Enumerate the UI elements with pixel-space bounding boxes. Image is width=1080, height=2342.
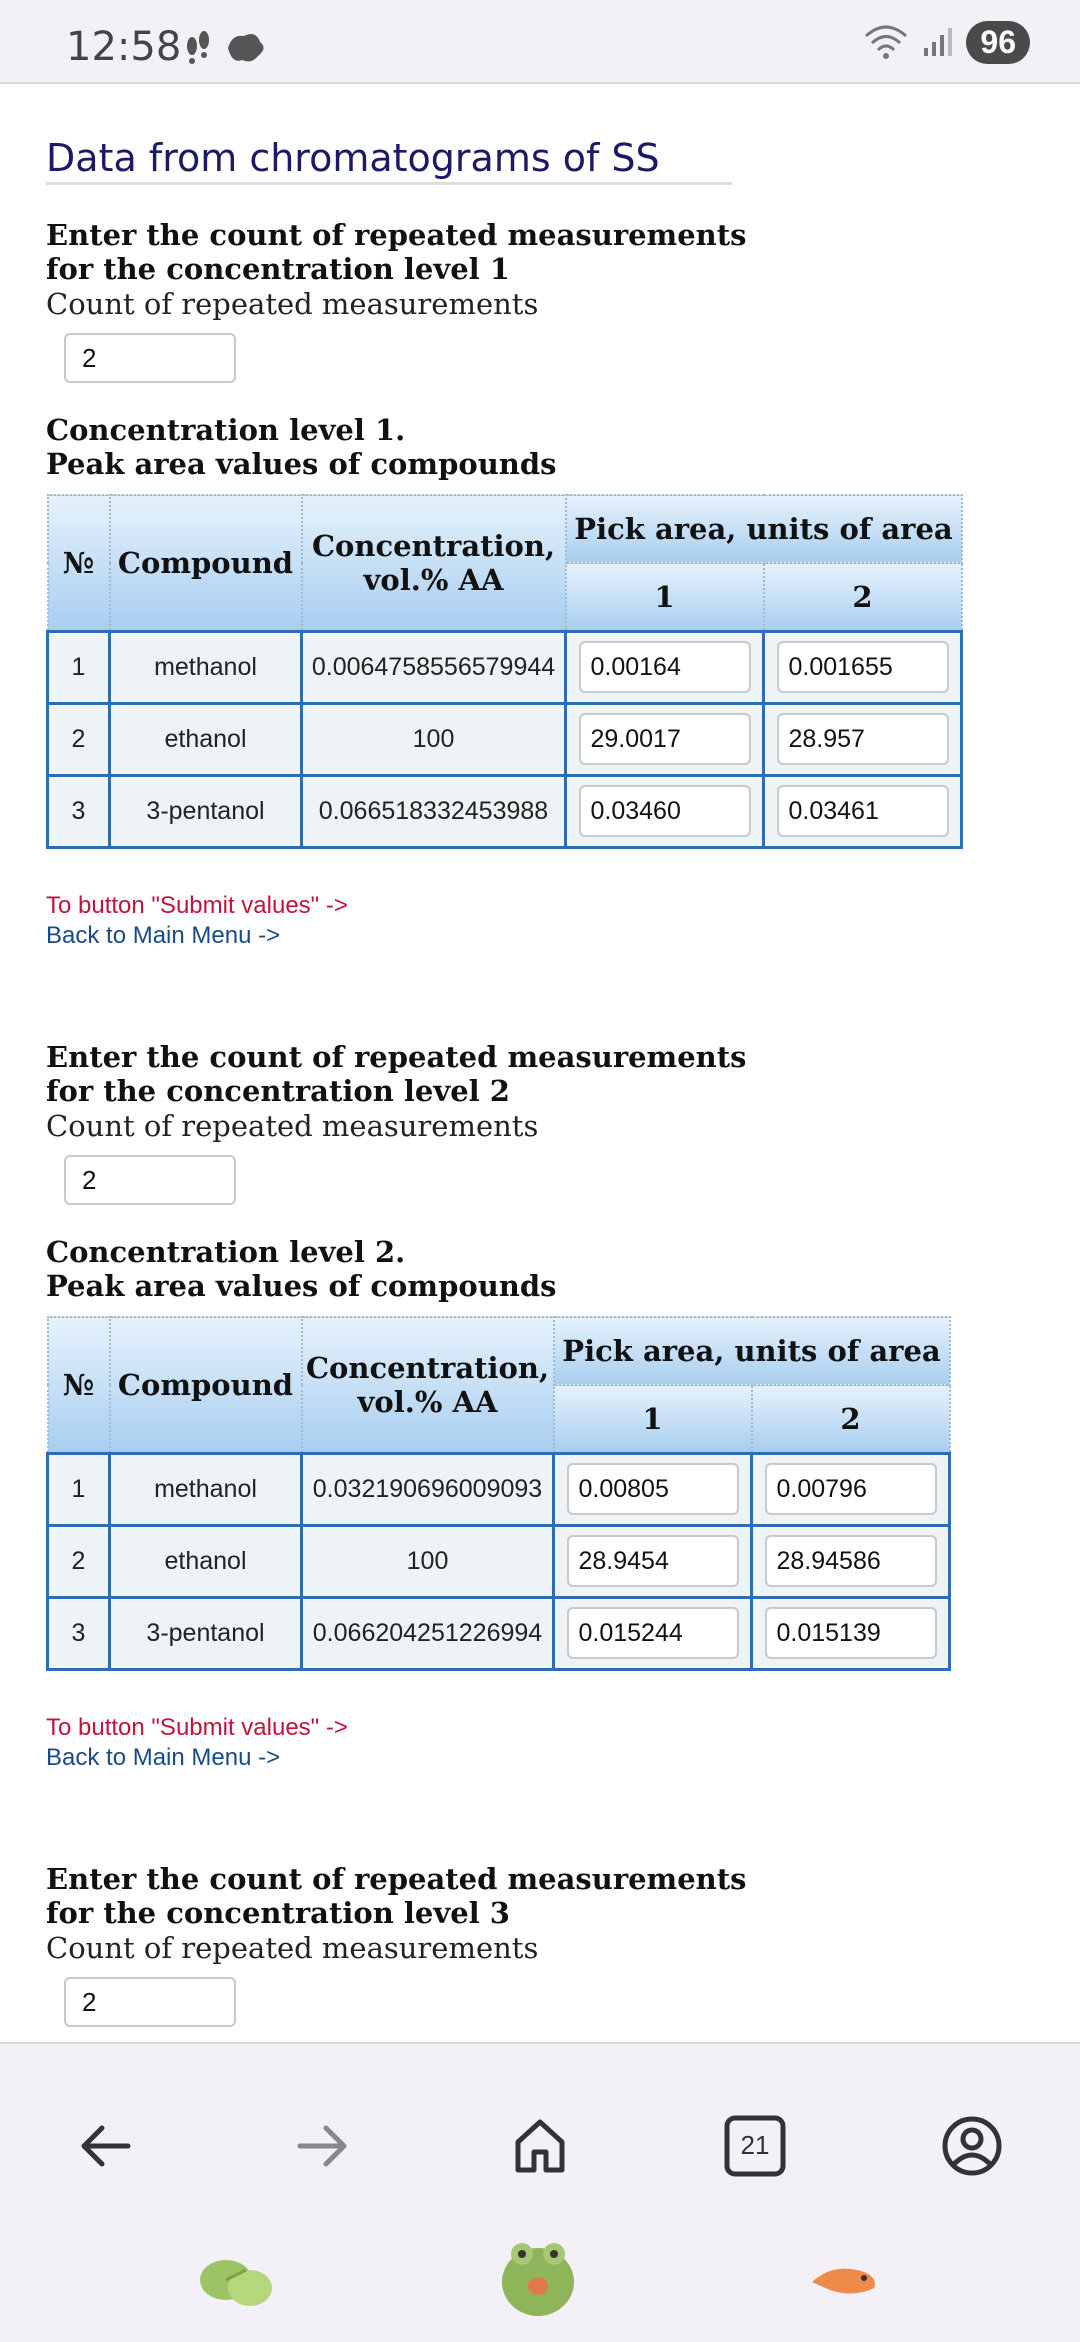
signal-icon [922, 26, 952, 58]
page-title: Data from chromatograms of SS [46, 136, 660, 180]
arrow-left-icon [78, 2118, 134, 2174]
header-measurement-1: 1 [554, 1385, 752, 1453]
peak-area-input[interactable] [765, 1535, 937, 1587]
peak-area-input[interactable] [567, 1463, 739, 1515]
row-num: 2 [48, 703, 110, 775]
peak-area-input[interactable] [579, 713, 751, 765]
header-measurement-2: 2 [764, 563, 962, 631]
peak-area-input[interactable] [567, 1535, 739, 1587]
header-conc-line: vol.% AA [357, 1384, 498, 1419]
row-compound: methanol [110, 1453, 302, 1525]
header-concentration [302, 1317, 554, 1453]
row-num: 2 [48, 1525, 110, 1597]
row-num: 1 [48, 1453, 110, 1525]
table-row [48, 1597, 950, 1669]
row-concentration: 0.066204251226994 [302, 1597, 554, 1669]
count-input[interactable]: 2 [64, 1977, 236, 2027]
header-peak-area: Pick area, units of area [554, 1317, 950, 1385]
peak-area-input[interactable] [777, 785, 949, 837]
row-num: 3 [48, 775, 110, 847]
wifi-icon [864, 24, 908, 60]
heading-line: Enter the count of repeated measurements [46, 1040, 747, 1074]
row-concentration: 0.032190696009093 [302, 1453, 554, 1525]
section-1-heading [46, 218, 747, 286]
peak-area-table-1 [46, 494, 963, 849]
row-compound: ethanol [110, 703, 302, 775]
table-2-title [46, 1235, 556, 1303]
header-compound: Compound [110, 495, 302, 631]
browser-toolbar [0, 2042, 1080, 2342]
header-measurement-1: 1 [566, 563, 764, 631]
shrimp-icon [804, 2258, 882, 2302]
row-compound: 3-pentanol [110, 775, 302, 847]
table-title-line: Concentration level 2. [46, 1235, 406, 1269]
status-time: 12:58 [66, 24, 182, 70]
heading-line: for the concentration level 2 [46, 1074, 510, 1108]
peak-area-input[interactable] [579, 785, 751, 837]
row-concentration: 0.066518332453988 [302, 775, 566, 847]
table-1-title [46, 413, 556, 481]
peak-area-input[interactable] [777, 713, 949, 765]
tabs-button[interactable] [705, 2096, 805, 2196]
table-row [48, 631, 962, 703]
submit-values-link[interactable]: To button "Submit values" -> [46, 1714, 348, 1741]
section-3-heading [46, 1862, 747, 1930]
back-button[interactable] [56, 2096, 156, 2196]
peak-area-table-2 [46, 1316, 951, 1671]
header-concentration [302, 495, 566, 631]
tab-count: 21 [740, 2130, 770, 2160]
header-measurement-2: 2 [752, 1385, 950, 1453]
table-row [48, 1525, 950, 1597]
main-menu-link[interactable]: Back to Main Menu -> [46, 922, 281, 949]
heading-line: for the concentration level 1 [46, 252, 510, 286]
header-num: № [48, 495, 110, 631]
row-compound: 3-pentanol [110, 1597, 302, 1669]
heading-line: Enter the count of repeated measurements [46, 1862, 747, 1896]
web-content [0, 84, 1080, 2042]
peak-area-input[interactable] [567, 1607, 739, 1659]
table-title-line: Concentration level 1. [46, 413, 406, 447]
account-icon [940, 2114, 1004, 2178]
row-concentration: 0.0064758556579944 [302, 631, 566, 703]
peak-area-input[interactable] [777, 641, 949, 693]
header-conc-line: Concentration, [305, 1350, 550, 1385]
table-title-line: Peak area values of compounds [46, 1269, 557, 1303]
frog-icon [496, 2230, 580, 2320]
count-label: Count of repeated measurements [46, 1931, 539, 1965]
header-num: № [48, 1317, 110, 1453]
header-compound: Compound [110, 1317, 302, 1453]
arrow-right-icon [294, 2118, 350, 2174]
header-peak-area: Pick area, units of area [566, 495, 962, 563]
header-conc-line: vol.% AA [363, 562, 504, 597]
account-button[interactable] [922, 2096, 1022, 2196]
peak-area-input[interactable] [765, 1607, 937, 1659]
table-title-line: Peak area values of compounds [46, 447, 557, 481]
heading-line: Enter the count of repeated measurements [46, 218, 747, 252]
peak-area-input[interactable] [579, 641, 751, 693]
count-label: Count of repeated measurements [46, 287, 539, 321]
forward-button[interactable] [272, 2096, 372, 2196]
row-concentration: 100 [302, 703, 566, 775]
heading-line: for the concentration level 3 [46, 1896, 510, 1930]
main-menu-link[interactable]: Back to Main Menu -> [46, 1744, 281, 1771]
system-icons [864, 20, 1030, 64]
header-conc-line: Concentration, [311, 528, 556, 563]
table-row [48, 703, 962, 775]
notification-icons [180, 28, 270, 73]
row-compound: ethanol [110, 1525, 302, 1597]
footsteps-icon [180, 28, 270, 68]
row-num: 1 [48, 631, 110, 703]
home-icon [510, 2116, 570, 2176]
home-button[interactable] [490, 2096, 590, 2196]
table-row [48, 1453, 950, 1525]
section-2-heading [46, 1040, 747, 1108]
title-divider [46, 182, 732, 185]
battery-level: 96 [966, 21, 1030, 64]
count-input[interactable]: 2 [64, 1155, 236, 1205]
row-compound: methanol [110, 631, 302, 703]
lily-pad-icon [196, 2250, 276, 2314]
count-input[interactable]: 2 [64, 333, 236, 383]
peak-area-input[interactable] [765, 1463, 937, 1515]
row-num: 3 [48, 1597, 110, 1669]
status-bar [0, 0, 1080, 84]
table-row [48, 775, 962, 847]
submit-values-link[interactable]: To button "Submit values" -> [46, 892, 348, 919]
row-concentration: 100 [302, 1525, 554, 1597]
count-label: Count of repeated measurements [46, 1109, 539, 1143]
